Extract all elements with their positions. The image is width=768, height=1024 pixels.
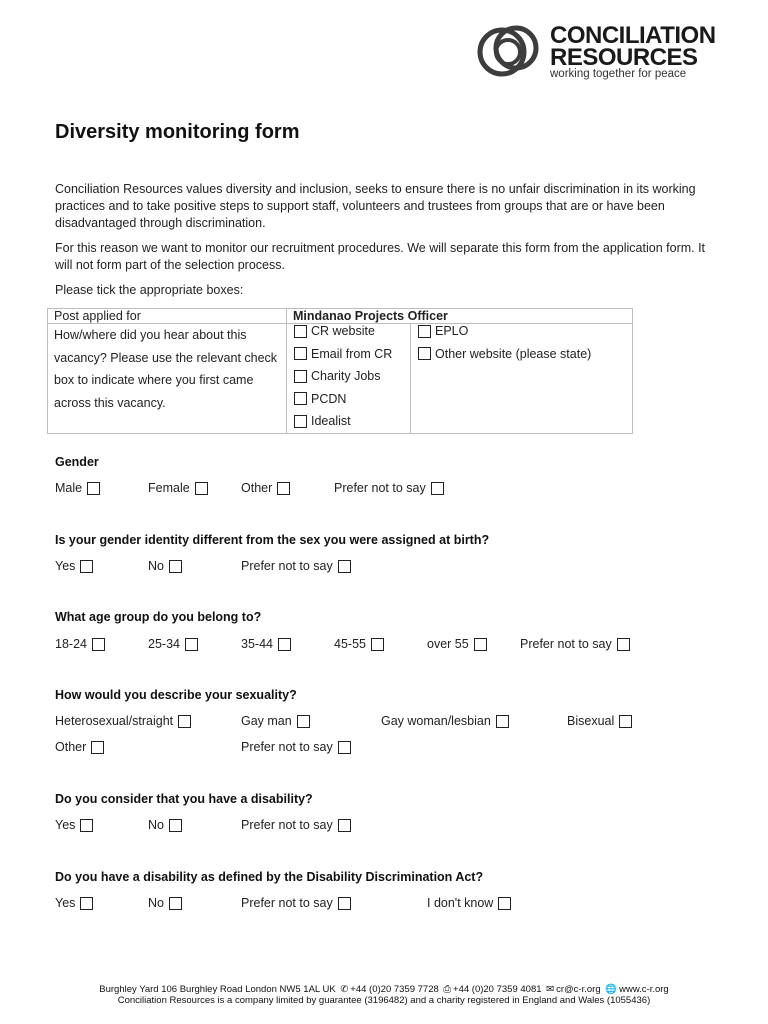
gender-identity-heading: Is your gender identity different from the sex you were assigned at birth?	[55, 533, 490, 547]
answer-heterosexual[interactable]	[55, 714, 191, 728]
option-label: Charity Jobs	[311, 369, 381, 384]
answer-label: Heterosexual/straight	[55, 714, 174, 728]
answer-yes[interactable]	[55, 818, 93, 832]
answer-prefer-not-to-say[interactable]	[241, 818, 351, 832]
checkbox[interactable]	[178, 715, 191, 728]
answer-other[interactable]	[55, 740, 104, 754]
answer-label: Prefer not to say	[241, 896, 333, 910]
vacancy-source-instructions: How/where did you hear about this vacancy? Please use the relevant check box to indicate where you first came across this vacancy.	[48, 324, 287, 434]
answer-label: 25-34	[148, 637, 180, 651]
post-value: Mindanao Projects Officer	[287, 309, 633, 324]
answer-prefer-not-to-say[interactable]	[334, 481, 444, 495]
vacancy-table	[47, 308, 633, 434]
logo-line1: CONCILIATION	[550, 22, 716, 49]
option-label: Other website (please state)	[435, 346, 592, 361]
option-email-from-cr[interactable]	[287, 343, 410, 366]
checkbox[interactable]	[338, 560, 351, 573]
footer-email[interactable]: cr@c-r.org	[556, 984, 601, 995]
answer-label: Prefer not to say	[520, 637, 612, 651]
option-pcdn[interactable]	[287, 388, 410, 411]
answer-label: Other	[241, 481, 273, 495]
answer-gay-woman[interactable]	[381, 714, 509, 728]
answer-35-44[interactable]	[241, 637, 291, 651]
checkbox[interactable]	[338, 741, 351, 754]
answer-label: Gay woman/lesbian	[381, 714, 491, 728]
checkbox[interactable]	[498, 897, 511, 910]
disability-heading: Do you consider that you have a disability?	[55, 792, 313, 806]
footer-legal: Conciliation Resources is a company limited by guarantee (3196482) and a charity registered in England and Wales (1055436)	[117, 995, 651, 1006]
answer-no[interactable]	[148, 559, 182, 573]
answer-label: Male	[55, 481, 83, 495]
answer-label: No	[148, 559, 164, 573]
answer-label: Gay man	[241, 714, 292, 728]
checkbox[interactable]	[87, 482, 100, 495]
answer-label: Prefer not to say	[241, 740, 333, 754]
answer-label: Bisexual	[567, 714, 615, 728]
logo	[472, 16, 717, 86]
option-cr-website[interactable]	[287, 320, 410, 343]
answer-label: Prefer not to say	[241, 818, 333, 832]
answer-over-55[interactable]	[427, 637, 487, 651]
answer-label: Yes	[55, 896, 76, 910]
age-group-heading: What age group do you belong to?	[55, 610, 262, 624]
checkbox[interactable]	[185, 638, 198, 651]
answer-dont-know[interactable]	[427, 896, 511, 910]
option-idealist[interactable]	[287, 410, 410, 433]
answer-label: No	[148, 896, 164, 910]
intro-paragraph-3: Please tick the appropriate boxes:	[55, 283, 244, 297]
checkbox[interactable]	[80, 897, 93, 910]
option-label: PCDN	[311, 391, 347, 406]
vacancy-source-column-2	[411, 324, 633, 434]
answer-25-34[interactable]	[148, 637, 198, 651]
intro-paragraph-1: Conciliation Resources values diversity and inclusion, seeks to ensure there is no unfair discrimination in its working practices and to take positive steps to support staff, volunteers and trustees from groups that are or have been disadvantaged through discrimination.	[55, 182, 696, 230]
checkbox[interactable]	[294, 370, 307, 383]
vacancy-source-column-1	[287, 324, 411, 434]
answer-prefer-not-to-say[interactable]	[241, 896, 351, 910]
option-label: Email from CR	[311, 346, 393, 361]
checkbox[interactable]	[278, 638, 291, 651]
phone-icon: ✆	[340, 984, 349, 995]
logo-rings-icon	[472, 16, 550, 86]
answer-bisexual[interactable]	[567, 714, 632, 728]
answer-label: Prefer not to say	[334, 481, 426, 495]
checkbox[interactable]	[474, 638, 487, 651]
answer-45-55[interactable]	[334, 637, 384, 651]
footer-fax: +44 (0)20 7359 4081	[453, 984, 542, 995]
answer-prefer-not-to-say[interactable]	[241, 740, 351, 754]
answer-yes[interactable]	[55, 559, 93, 573]
checkbox[interactable]	[80, 560, 93, 573]
footer-contact-line	[0, 984, 768, 995]
globe-icon: 🌐	[605, 984, 618, 995]
intro-paragraph-2: For this reason we want to monitor our recruitment procedures. We will separate this form from the application form. It will not form part of the selection process.	[55, 241, 706, 272]
checkbox[interactable]	[496, 715, 509, 728]
answer-label: I don't know	[427, 896, 494, 910]
logo-tagline: working together for peace	[550, 68, 687, 80]
option-label: Idealist	[311, 414, 351, 429]
option-eplo[interactable]	[411, 320, 632, 343]
answer-yes[interactable]	[55, 896, 93, 910]
footer-address: Burghley Yard 106 Burghley Road London NW5 1AL UK	[99, 984, 336, 995]
checkbox[interactable]	[169, 560, 182, 573]
checkbox[interactable]	[418, 325, 431, 338]
answer-label: over 55	[427, 637, 469, 651]
checkbox[interactable]	[338, 897, 351, 910]
answer-18-24[interactable]	[55, 637, 105, 651]
checkbox[interactable]	[92, 638, 105, 651]
gender-heading: Gender	[55, 455, 99, 469]
checkbox[interactable]	[297, 715, 310, 728]
answer-label: Prefer not to say	[241, 559, 333, 573]
checkbox[interactable]	[294, 392, 307, 405]
logo-line2: RESOURCES	[550, 44, 698, 71]
footer-phone: +44 (0)20 7359 7728	[350, 984, 439, 995]
page-title: Diversity monitoring form	[55, 121, 300, 143]
footer-web[interactable]: www.c-r.org	[619, 984, 669, 995]
option-label: EPLO	[435, 324, 469, 339]
answer-other[interactable]	[241, 481, 290, 495]
checkbox[interactable]	[617, 638, 630, 651]
answer-label: Yes	[55, 559, 76, 573]
option-charity-jobs[interactable]	[287, 365, 410, 388]
answer-label: No	[148, 818, 164, 832]
answer-label: Yes	[55, 818, 76, 832]
checkbox[interactable]	[431, 482, 444, 495]
answer-label: 18-24	[55, 637, 87, 651]
answer-label: Female	[148, 481, 190, 495]
checkbox[interactable]	[619, 715, 632, 728]
sexuality-heading: How would you describe your sexuality?	[55, 688, 297, 702]
answer-label: 35-44	[241, 637, 273, 651]
answer-prefer-not-to-say[interactable]	[520, 637, 630, 651]
answer-no[interactable]	[148, 818, 182, 832]
envelope-icon: ✉	[546, 984, 555, 995]
dda-heading: Do you have a disability as defined by the Disability Discrimination Act?	[55, 870, 484, 884]
checkbox[interactable]	[371, 638, 384, 651]
answer-no[interactable]	[148, 896, 182, 910]
checkbox[interactable]	[277, 482, 290, 495]
answer-gay-man[interactable]	[241, 714, 310, 728]
checkbox[interactable]	[80, 819, 93, 832]
post-label: Post applied for	[48, 309, 287, 324]
answer-prefer-not-to-say[interactable]	[241, 559, 351, 573]
checkbox[interactable]	[294, 325, 307, 338]
checkbox[interactable]	[338, 819, 351, 832]
answer-label: Other	[55, 740, 87, 754]
checkbox[interactable]	[418, 347, 431, 360]
checkbox[interactable]	[91, 741, 104, 754]
answer-label: 45-55	[334, 637, 366, 651]
fax-icon: ⎙	[443, 984, 452, 995]
checkbox[interactable]	[169, 897, 182, 910]
option-label: CR website	[311, 324, 375, 339]
answer-female[interactable]	[148, 481, 208, 495]
checkbox[interactable]	[294, 415, 307, 428]
option-other-website[interactable]	[411, 343, 632, 366]
checkbox[interactable]	[195, 482, 208, 495]
checkbox[interactable]	[169, 819, 182, 832]
answer-male[interactable]	[55, 481, 100, 495]
checkbox[interactable]	[294, 347, 307, 360]
